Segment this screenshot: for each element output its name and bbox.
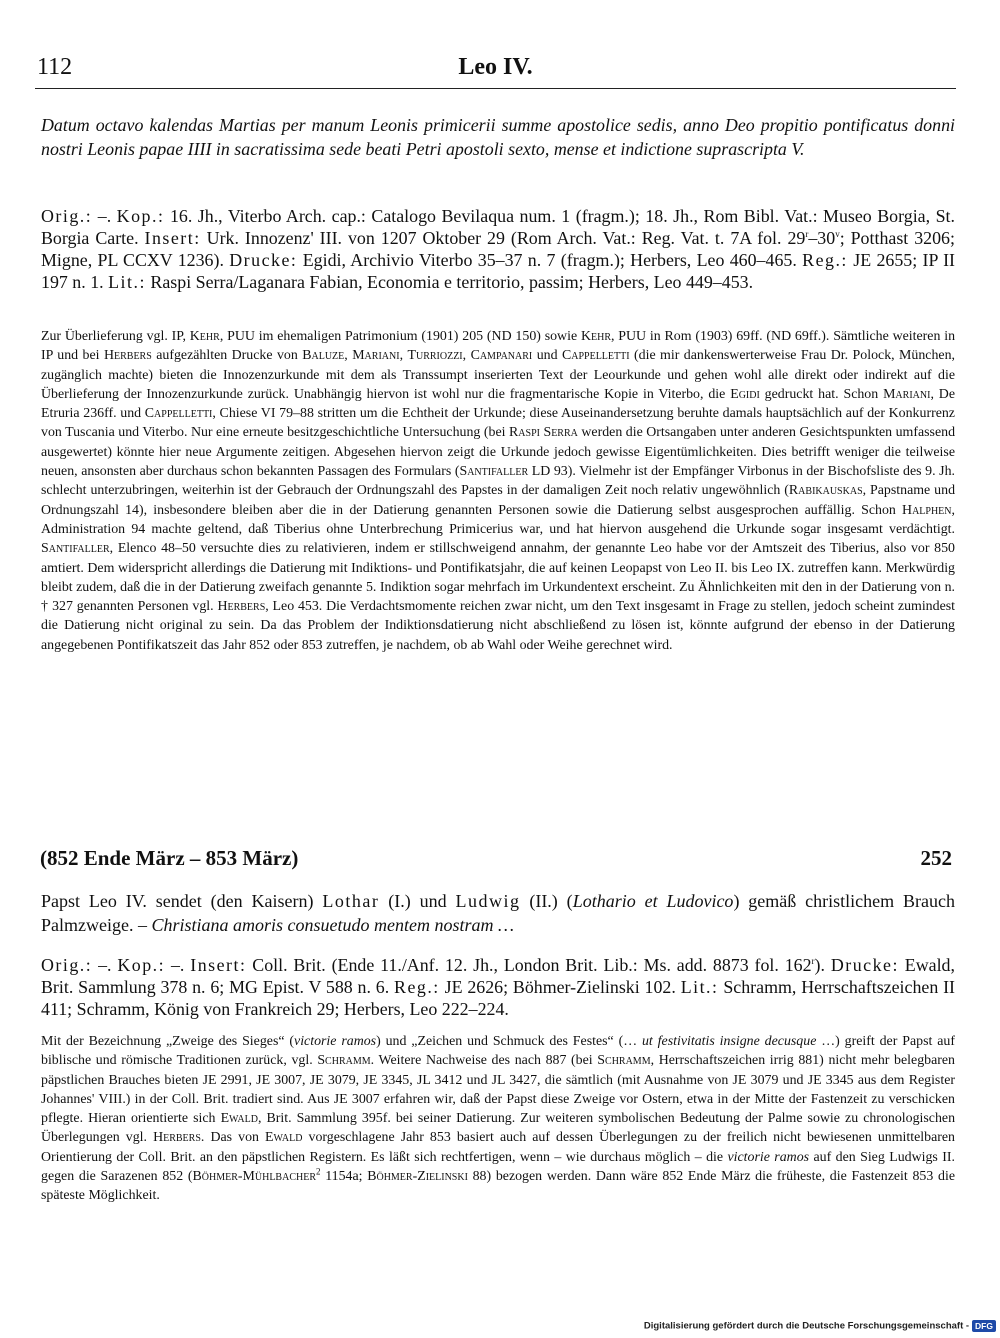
latin-quote: victorie ramos	[727, 1149, 810, 1165]
author-name: Halphen	[902, 502, 952, 518]
commentary-text: , Herrschaftszeichen irrig 881) nicht mehr belegbaren päpstlichen Brauches bieten JE 2991, JE 3007, JE 3079, JE 3345, JL 3412 und JL 3427, die sämtlich (mit Ausnahme von JE 3079 und JE 3345 aus dem Register Johannes' VIII.) in der Coll. Brit. tradiert sind. Aus JE 3007 erfahren wir, daß der Papst diese Zweige vor Ostern, etwa in der Mitte der Fastenzeit zu verschicken pflegte. Hieran orientierte sich	[41, 1053, 955, 1127]
commentary-text: auf den Sieg Ludwigs II. gegen die Sarazenen 852 (	[41, 1149, 955, 1185]
insert-label: Insert:	[144, 228, 201, 248]
author-name: Schramm	[597, 1053, 651, 1069]
running-title: Leo IV.	[458, 54, 533, 80]
drucke-label: Drucke:	[830, 955, 899, 975]
edition-superscript: 2	[315, 1166, 321, 1177]
summary-text: ) gemäß christlichem Brauch Palmzweige. –	[41, 891, 955, 935]
commentary-text: , PUU in Rom (1903) 69ff. (ND 69ff.). Sämtliche weiteren in IP und bei	[41, 329, 956, 364]
commentary-text: , Leo 453. Die Verdachtsmomente reichen zwar nicht, um den Text insgesamt in Frage zu stellen, jedoch scheint zumindest die Datierung nicht original zu sein. Da das Problem der Indiktionsdatierung nicht abschließend zu lösen ist, könnte aufgrund der ebenso in der Datierung angegebenen Pontifikatszeit das Jahr 852 oder 853 zutreffen, je nachdem, ob ab Wahl oder Weihe gerechnet wird.	[41, 599, 956, 653]
orig-value: –.	[97, 206, 112, 226]
reg-label: Reg.:	[394, 977, 440, 997]
commentary-text: …) greift der Papst auf biblische und römische Traditionen zurück, vgl.	[41, 1034, 955, 1069]
commentary-text: aufgezählten Drucke von	[151, 348, 303, 364]
commentary-text: , Papstname und Ordnungszahl 14), insbesondere bleiben aber die in der Datierung genannten Personen sowie die Datierung selbst ausgesprochen auffällig. Schon	[41, 483, 956, 518]
author-name: Kehr	[580, 329, 611, 344]
commentary-text: , PUU im ehemaligen Patrimonium (1901) 205 (ND 150) sowie	[219, 329, 581, 344]
insert-value: ).	[814, 955, 825, 975]
drucke-label: Drucke:	[229, 250, 298, 270]
orig-label: Orig.:	[41, 955, 93, 975]
author-name: Schramm	[317, 1053, 371, 1069]
author-name: Turriozzi	[407, 348, 463, 364]
commentary-text: LD 93). Vielmehr ist der Empfänger Virbonus in der Bischofsliste des 9. Jh. schlecht unterzubringen, weiterhin ist der Gebrauch der Ordnungszahl des Papstes in der damaligen Zeit noch relativ ungewöhnlich (	[41, 464, 955, 499]
insert-sup: r	[811, 956, 815, 967]
kop-label: Kop.:	[116, 206, 165, 226]
commentary-text: . Das von	[200, 1130, 266, 1146]
author-name: Ewald	[220, 1111, 258, 1127]
insert-sup: v	[835, 229, 840, 240]
commentary-2	[41, 1032, 955, 1206]
commentary-text: ,	[344, 348, 353, 364]
insert-label: Insert:	[190, 955, 247, 975]
author-name: Baluze	[302, 348, 345, 364]
commentary-text: , De Etruria 236ff. und	[41, 386, 955, 422]
author-name: Santifaller	[41, 541, 110, 557]
commentary-text: gedruckt hat. Schon	[759, 386, 884, 402]
summary-text: (II.) (	[520, 891, 573, 911]
author-name: Campanari	[470, 348, 533, 364]
orig-value: –.	[98, 955, 112, 975]
author-name: Böhmer-Mühlbacher	[192, 1169, 316, 1185]
reg-value: JE 2655; IP II 197 n. 1.	[41, 250, 955, 292]
commentary-text: . Weitere Nachweise des nach 887 (bei	[370, 1053, 598, 1069]
digitization-footer	[644, 1320, 996, 1336]
lit-value: Schramm, Herrschaftszeichen II 411; Schramm, König von Frankreich 29; Herbers, Leo 222–224.	[41, 977, 956, 1019]
page-header	[35, 46, 956, 86]
entry-number: 252	[920, 846, 952, 870]
incipit: Christiana amoris consuetudo mentem nostram …	[151, 915, 514, 935]
dating-clause: Datum octavo kalendas Martias per manum Leonis primicerii summe apostolice sedis, anno Deo propitio pontificatus donni nostri Leonis papae IIII in sacratissima sede beati Petri apostoli sexto, mense et indictione suprascripta V.	[41, 115, 955, 159]
summary-text: Papst Leo IV. sendet (den Kaisern)	[41, 891, 323, 911]
commentary-text: , Elenco 48–50 versuchte dies zu relativieren, indem er stillschweigend annahm, der genannte Leo habe vor der Amtszeit des Tiberius, also vor 850 amtiert. Dem widerspricht allerdings die Datierung mit Indiktions- und Pontifikatsjahr, die auf keinen Leopapst von Leo II. bis Leo IX. zutreffen kann. Merkwürdig bleibt zudem, daß die in der Datierung zweifach genannte 5. Indiktion sogar mehrfach im Urkundentext erscheint. Zu Ähnlichkeiten mit den in der Datierung von n. † 327 genannten Personen vgl.	[41, 541, 955, 615]
author-name: Herbers	[153, 1130, 201, 1146]
author-name: Böhmer-Zielinski	[367, 1169, 468, 1185]
lit-label: Lit.:	[108, 272, 146, 292]
header-rule	[35, 88, 956, 89]
commentary-text: ) und „Zeichen und Schmuck des Festes“ (…	[376, 1034, 642, 1049]
insert-sup: r	[805, 229, 809, 240]
tradition-apparatus-1	[41, 205, 955, 293]
author-name: Raspi Serra	[509, 425, 578, 441]
commentary-text: , Chiese VI 79–88 stritten um die Echtheit der Urkunde; diese Auseinandersetzung beruhte damals hauptsächlich auf der Konkurrenz von Tuscania und Viterbo. Nur eine erneute besitzgeschichtliche Untersuchung (bei	[41, 406, 955, 441]
latin-names: Lothario et Ludovico	[572, 891, 734, 911]
kop-value: –.	[170, 955, 185, 975]
commentary-text: , Brit. Sammlung 395f. bei seiner Datierung. Zur weiteren symbolischen Bedeutung der Palme sowie zu chronologischen Überlegungen vgl.	[41, 1111, 956, 1146]
commentary-text: und	[532, 348, 562, 364]
commentary-1	[41, 327, 955, 655]
entry-summary	[41, 889, 955, 937]
entry-heading	[40, 846, 952, 876]
author-name: Herbers	[217, 599, 266, 615]
footer-credit: Digitalisierung gefördert durch die Deutsche Forschungsgemeinschaft -	[643, 1320, 970, 1332]
tradition-apparatus-2	[41, 954, 955, 1020]
author-name: Egidi	[730, 386, 760, 402]
commentary-text: , Administration 94 machte geltend, daß Tiberius ohne Unterbrechung Primicerius war, und hat hiervon ausgehend die Urkunde sogar insgesamt verdächtigt.	[41, 502, 955, 537]
orig-label: Orig.:	[41, 206, 93, 226]
commentary-text: ,	[462, 348, 471, 364]
insert-value: –30	[808, 228, 836, 248]
summary-text: (I.) und	[379, 891, 456, 911]
dfg-logo-icon: DFG	[972, 1320, 996, 1332]
author-name: Santifaller	[459, 464, 529, 480]
latin-quote: victorie ramos	[294, 1034, 377, 1049]
lit-label: Lit.:	[680, 977, 719, 997]
commentary-text: vorgeschlagene Jahr 853 basiert auch auf dessen Überlegungen zu der freilich nicht bewiesenen unmittelbaren Orientierung der Coll. Brit. an den päpstlichen Registern. Es läßt sich rechtfertigen, wenn – wie durchaus möglich – die	[41, 1130, 955, 1165]
commentary-text: (die mir dankenswerterweise Frau Dr. Polock, München, zugänglich machte) bieten die Innozenzurkunde mit dem als Transsumpt inserierten Text der Leourkunde und gehen wohl alle direkt oder indirekt auf die Überlieferung der Innozenzurkunde zurück. Unabhängig hiervon ist wohl nur die fragmentarische Kopie in Viterbo, die	[41, 348, 955, 402]
author-name: Herbers	[103, 348, 152, 364]
kop-value: 16. Jh., Viterbo Arch. cap.: Catalogo Bevilaqua num. 1 (fragm.); 18. Jh., Rom Bibl. Vat.: Museo Borgia, St. Borgia Carte.	[41, 206, 955, 248]
commentary-text: 88) bezogen werden. Dann wäre 852 Ende März die früheste, die Fastenzeit 853 die späteste Möglichkeit.	[41, 1169, 956, 1204]
drucke-value: Egidi, Archivio Viterbo 35–37 n. 7 (fragm.); Herbers, Leo 460–465.	[302, 250, 797, 270]
commentary-text: werden die Ortsangaben unter anderen Gesichtspunkten umfassend ausgewertet) könnte hier neue Argumente zeitigen. Abgesehen hiervon zeigt die Urkunde jedoch gewisse Eigentümlichkeiten. Dies betrifft weniger die teilweise neuen, ansonsten aber durchaus schon bekannten Passagen des Formulars (	[41, 425, 956, 480]
lit-value: Raspi Serra/Laganara Fabian, Economia e territorio, passim; Herbers, Leo 449–453.	[150, 272, 754, 292]
author-name: Cappelletti	[561, 348, 630, 364]
reg-label: Reg.:	[802, 250, 848, 270]
commentary-text: Zur Überlieferung vgl. IP,	[41, 329, 190, 344]
author-name: Mariani	[883, 386, 931, 402]
ruler-name: Ludwig	[455, 891, 521, 911]
ruler-name: Lothar	[322, 891, 380, 911]
insert-value: ; Potthast 3206; Migne, PL CCXV 1236).	[41, 228, 955, 270]
author-name: Rabikauskas	[788, 483, 863, 499]
kop-label: Kop.:	[117, 955, 166, 975]
entry-date: (852 Ende März – 853 März)	[40, 846, 299, 870]
author-name: Kehr	[189, 329, 220, 344]
author-name: Ewald	[265, 1130, 303, 1146]
reg-value: JE 2626; Böhmer-Zielinski 102.	[444, 977, 676, 997]
author-name: Mariani	[352, 348, 400, 364]
commentary-text: Mit der Bezeichnung „Zweige des Sieges“ (	[41, 1034, 295, 1049]
commentary-text: ,	[399, 348, 408, 364]
page-number: 112	[37, 54, 73, 80]
commentary-text: 1154a;	[320, 1169, 368, 1185]
author-name: Cappelletti	[144, 406, 213, 422]
drucke-value: Ewald, Brit. Sammlung 378 n. 6; MG Epist. V 588 n. 6.	[41, 955, 955, 997]
insert-value: Urk. Innozenz' III. von 1207 Oktober 29 (Rom Arch. Vat.: Reg. Vat. t. 7A fol. 29	[206, 228, 806, 248]
latin-quote: ut festivitatis insigne decusque	[641, 1034, 817, 1049]
insert-value: Coll. Brit. (Ende 11./Anf. 12. Jh., London Brit. Lib.: Ms. add. 8873 fol. 162	[252, 955, 812, 975]
